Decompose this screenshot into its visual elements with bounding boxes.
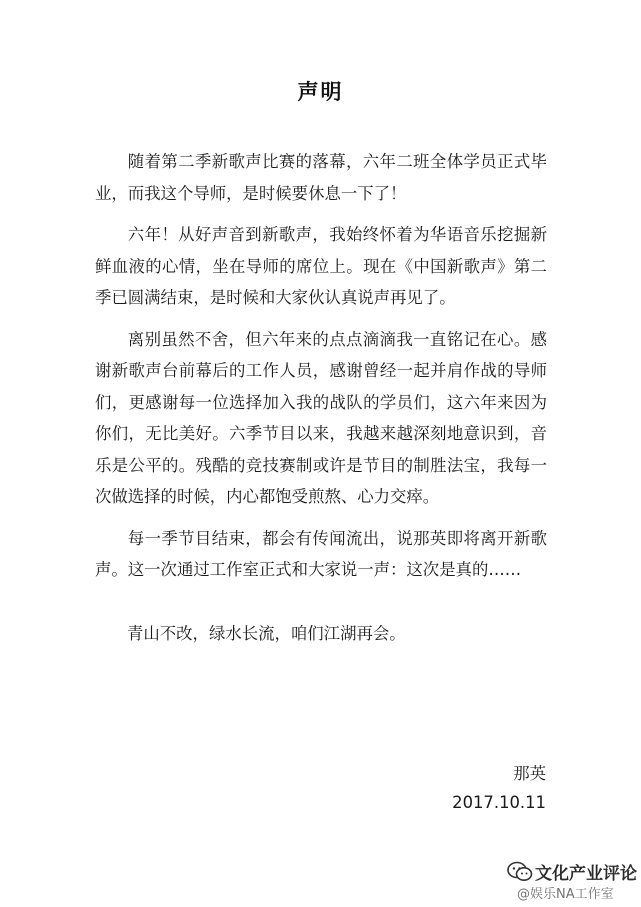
watermark-account-name: 文化产业评论	[535, 864, 637, 884]
watermark	[497, 855, 637, 903]
watermark-source: @娱乐NA工作室	[517, 887, 614, 902]
document-body	[95, 146, 547, 596]
closing-line: 青山不改，绿水长流，咱们江湖再会。	[127, 624, 406, 643]
paragraph-4: 每一季节目结束，都会有传闻流出，说那英即将离开新歌声。这一次通过工作室正式和大家说一声：这次是真的……	[95, 528, 547, 579]
paragraph-1: 随着第二季新歌声比赛的落幕，六年二班全体学员正式毕业，而我这个导师，是时候要休息一下了！	[95, 152, 547, 203]
paragraph-2: 六年！从好声音到新歌声，我始终怀着为华语音乐挖掘新鲜血液的心情，坐在导师的席位上。现在《中国新歌声》第二季已圆满结束，是时候和大家伙认真说声再见了。	[95, 225, 547, 307]
wechat-icon	[507, 861, 533, 883]
document-date: 2017.10.11	[452, 793, 546, 812]
document-title: 声明	[297, 80, 344, 104]
paragraph-3: 离别虽然不舍，但六年来的点点滴滴我一直铭记在心。感谢新歌声台前幕后的工作人员，感谢曾经一起并肩作战的导师们，更感谢每一位选择加入我的战队的学员们，这六年来因为你们，无比美好。六季节目以来，我越来越深刻地意识到，音乐是公平的。残酷的竞技赛制或许是节目的制胜法宝，我每一次做选择的时候，内心都饱受煎熬、心力交瘁。	[95, 329, 547, 506]
signature: 那英	[513, 764, 546, 783]
